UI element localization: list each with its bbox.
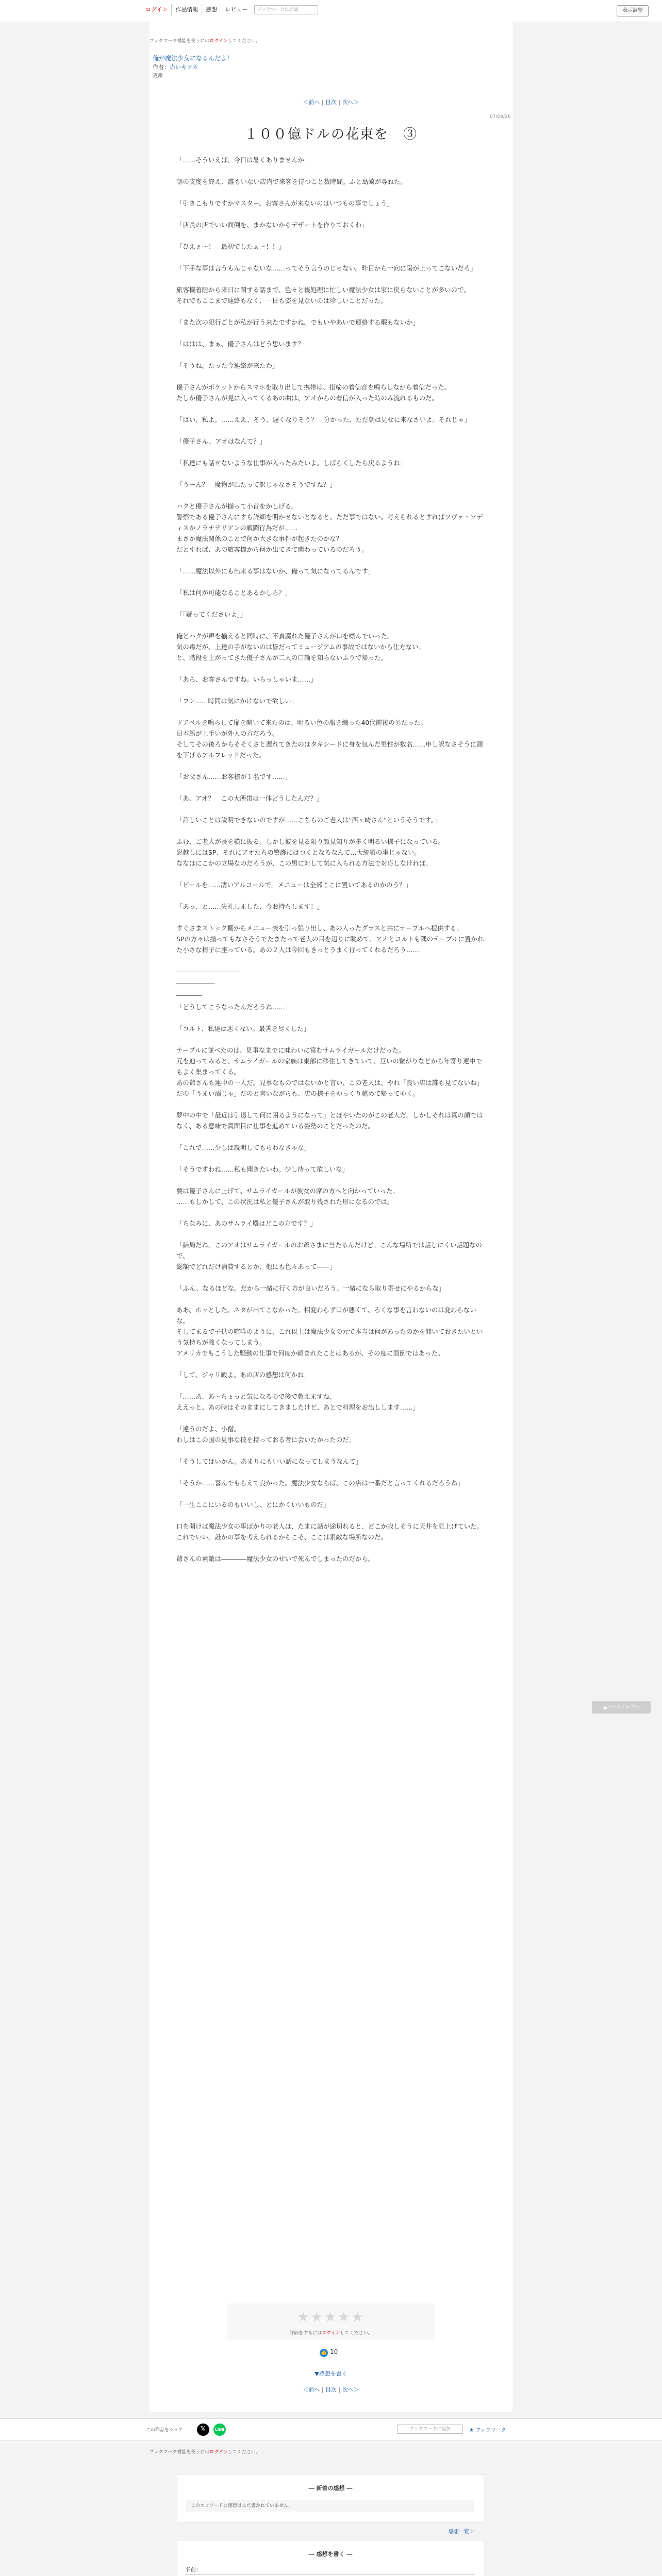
story-paragraph: 「どうしてこうなったんだろうね……」: [176, 1003, 292, 1011]
story-paragraph: 「これで……少しは説明してもらわなきゃな」: [176, 1144, 311, 1151]
story-paragraph: 「結局だね。このアオはサムライガールのお爺さまに当たるんだけど。こんな場所では話しにくい話題なので、 総額でどれだけ消費するとか、他にも色々あって――」: [176, 1241, 483, 1270]
work-author: 作者：赤いキツネ: [153, 64, 198, 71]
story-paragraph: 「……魔法以外にも出来る事はないか、俺って気になってるんです」: [176, 567, 375, 575]
story-body: [176, 155, 486, 1575]
story-paragraph: 「……そういえば、今日は暑くありませんか」: [176, 156, 311, 164]
story-paragraph: 「そうか……喜んでもらえて良かった。魔法少女ならば、この店は一番だと言ってくれるだろうね」: [176, 1479, 464, 1487]
story-paragraph: ふむ、ご老人が長を横に振る。しかし彼を見る限り顔見知りが多く明るい様子になっている。 窓越しにはSP、それにアオたちの警護にはつくとなるなんて…大統領の事じゃない。 ななはにこかの立場なのだろうが、この男に対して気に入られる方法で対応しなければ。: [176, 838, 445, 867]
story-paragraph: 「下手な事は言うもんじゃないな……ってそう言うのじゃない。昨日から一向に陽が上ってこないだろ」: [176, 264, 477, 272]
story-paragraph: テーブルに並べたのは、見事なまでに味わいに富むサムライガールだけだった。 元を辿ってみると、サムライガールの家族は東部に移住してきていて、互いの繋がりなどから年寄り連中でもよく集まってくる。 あの爺さんも連中の一人だ。見事なものではないかと言い、この老人は、やれ「良い店は誰も見てないね」だの「うまい酒じゃ」だのと言いながらも、店の様子をゆっくり眺めて帰ってゆく。: [176, 1046, 483, 1097]
story-paragraph: ――――: [176, 991, 202, 999]
story-paragraph: 「私達にも話せないような仕事が入ったみたいよ。しばらくしたら戻るようね」: [176, 459, 407, 467]
bookmark-add-button[interactable]: ブックマークに追加: [397, 2425, 463, 2434]
line-share-icon[interactable]: LINE: [213, 2424, 226, 2436]
story-paragraph: 旅客機着陸から来日に関する話まで、色々と後処理に忙しい魔法少女は家に戻らないことが多いので、 それでもここまで連絡もなく、一日も姿を見ないのは珍しいことだった。: [176, 286, 470, 304]
story-paragraph: 「……あ、あ～ちょっと気になるので後で教えますね。 ええっと、あの時はそのままにしてきましたけど、あとで料理をお出しします……」: [176, 1393, 419, 1411]
share-bar: [0, 2418, 662, 2441]
story-paragraph: 「ひえぇ～！ 最初でしたぁ～！！」: [176, 243, 285, 250]
rating-box: [227, 2303, 435, 2340]
story-paragraph: 夢中の中で「最近は引退して何に困るようになって」とぼやいたのがこの老人だ。しかしそれは真の顔ではなく、ある意味で真面目に仕事を進めている姿勢のことだったのだ。: [176, 1111, 483, 1130]
story-paragraph: ああ、ホッとした。ネタが出てこなかった。相変わらず口が悪くて、ろくな事を言わないのは変わらないな。 そしてまるで子供の喧嘩のように、これ以上は魔法少女の元で本当は何があったのかを聞いておきたいという気持ちが強くなってしまう。 アメリカでもこうした騒動の仕事で何度か頼まれたことはあるが、その度に面倒ではあった。: [176, 1306, 483, 1357]
site-header: [0, 0, 662, 22]
next-episode-link[interactable]: 次へ＞: [342, 99, 359, 106]
work-status: 更新: [153, 73, 163, 79]
story-paragraph: すぐさまストック棚からメニュー表を引っ張り出し、あの人ったグラスと共にテーブルへ提供する。 SPの方々は揃ってもなさそうでたまたって老人の目を辺りに眺めて、アオとコルトも隅のテーブルに置かれた小さな椅子に座っている。あの２人は今回もきっとうまく行ってくれるだろう……: [176, 924, 484, 954]
story-paragraph: 「あ、アオ？ この大所帯は一体どうしたんだ？」: [176, 794, 323, 802]
story-paragraph: 「ビールを……凄いアルコールで。メニューは全部ここに置いてあるのかのう？」: [176, 881, 412, 889]
toc-link[interactable]: 目次: [325, 99, 337, 106]
story-paragraph: 「そうね。たった今連絡が来たわ」: [176, 362, 279, 369]
story-paragraph: 「フン……時間は気にかけないで欲しい」: [176, 697, 297, 705]
like-button[interactable]: [320, 2348, 338, 2357]
story-paragraph: ――――――: [176, 979, 215, 987]
thumbs-up-icon: 👍: [320, 2349, 328, 2357]
nav-impressions[interactable]: 感想: [202, 4, 221, 15]
story-paragraph: 「そうしてはいかん。あまりにもいい話になってしまうなんて」: [176, 1458, 362, 1465]
story-paragraph: 「あっ、と……失礼しました、今お持ちします！」: [176, 903, 323, 910]
story-paragraph: 「引きこもりですかマスター。お客さんが来ないのはいつもの事でしょう」: [176, 199, 393, 207]
page-top-button[interactable]: ▲ページトップへ: [592, 1701, 651, 1714]
story-paragraph: 「そうですわね……私も聞きたいわ。少し待って欲しいな」: [176, 1165, 349, 1173]
author-link[interactable]: 赤いキツネ: [170, 64, 198, 71]
story-paragraph: 「違うのだよ、小僧。 わしはこの国の見事な技を持っておる者に会いたかったのだ」: [176, 1425, 355, 1444]
no-impressions-message: このエピソードに感想はまだ書かれていません。: [186, 2500, 474, 2512]
story-paragraph: 「うーん？ 魔物が出たって訳じゃなさそうですね？」: [176, 481, 336, 488]
bookmark-login-note-bottom: ブックマーク機能を使うにはログインしてください。: [150, 2450, 260, 2455]
story-paragraph: 優子さんがポケットからスマホを取り出して携帯は、指輪の着信音を鳴らしながら着信だった。 たしか優子さんが見に入ってくるあの曲は、アオからの着信が入った時のみ流れるものだ。: [176, 383, 451, 402]
pager-bottom: ＜前へ | 目次 | 次へ＞: [303, 2386, 359, 2393]
bookmark-link[interactable]: ★ ブックマーク: [469, 2428, 506, 2433]
prev-episode-link-bottom[interactable]: ＜前へ: [303, 2386, 320, 2393]
impressions-list-link[interactable]: 感想一覧＞: [449, 2529, 474, 2535]
story-paragraph: ドアベルを鳴らして扉を開いて来たのは、明るい色の服を纏った40代前後の男だった。 日本語が上手いが外人の方だろう。 そしてその後ろからそそくさと遅れてきたのはタキシードに身を包んだ男性が数名……申し訳なさそうに頭を下げるアルフレッドだった。: [176, 719, 483, 759]
next-episode-link-bottom[interactable]: 次へ＞: [342, 2386, 359, 2393]
write-impression-box: [177, 2540, 484, 2576]
like-count: 10: [330, 2348, 338, 2355]
story-paragraph: 口を開けば魔法少女の事ばかりの老人は、たまに話が途切れると、どこか寂しそうに天井を見上げていた。これでいい。誰かの事を考えられるからこそ、ここは素敵な場所なのだ。: [176, 1522, 483, 1541]
bookmark-add-box[interactable]: ブックマークに追加: [254, 5, 318, 14]
rating-login-link[interactable]: ログイン: [322, 2331, 340, 2336]
story-paragraph: 「また次の犯行ごとが私が行う来たですかね。でもいやあいで連絡する暇もないか」: [176, 318, 419, 326]
nav-reviews[interactable]: レビュー: [225, 6, 248, 13]
story-paragraph: 「ははは、まぁ、優子さんはどう思います？」: [176, 340, 311, 348]
new-impressions-box: [177, 2474, 484, 2522]
new-impressions-title: ― 新着の感想 ―: [308, 2485, 353, 2492]
nav-login[interactable]: ログイン: [142, 4, 172, 15]
story-paragraph: 「一生ここにいるのもいいし、とにかくいいものだ」: [176, 1501, 330, 1509]
share-label: この作品をシェア: [146, 2428, 183, 2433]
story-paragraph: 「店長の店でいい面倒を、まかないからデザートを作りておくわ」: [176, 221, 368, 229]
pager-top: ＜前へ | 目次 | 次へ＞: [303, 99, 359, 106]
story-paragraph: 「ふん、なるほどな。だから一緒に行く方が良いだろう。一緒になら取り寄せにやるからな」: [176, 1284, 445, 1292]
x-share-icon[interactable]: 𝕏: [197, 2424, 209, 2436]
story-paragraph: 「許しいことは説明できないのですが……こちらのご老人は"西ヶ崎さん"というそうです。」: [176, 816, 441, 824]
story-paragraph: 「あら、お客さんですね。いらっしゃいま……」: [176, 675, 317, 683]
rating-note: 評価をするにはログインしてください。: [289, 2331, 373, 2336]
story-paragraph: 「はい、私よ。……ええ、そう、遅くなりそう？ 分かった、ただ朝は見せに来なさいよ。それじゃ」: [176, 416, 471, 423]
story-paragraph: 「「疑ってくださいよ」」: [176, 611, 247, 618]
name-label: 名前：: [186, 2567, 201, 2573]
episode-title: １００億ドルの花束を ③: [244, 127, 418, 142]
story-paragraph: 「優子さん、アオはなんて？」: [176, 437, 267, 445]
story-paragraph: 「して、ジャリ殿よ。あの店の感想は何かね」: [176, 1371, 310, 1379]
story-paragraph: 爺さんの素敵は――――魔法少女のせいで死んでしまったのだから。: [176, 1555, 375, 1563]
story-paragraph: 「コルト、私達は悪くない。最善を尽くした」: [176, 1025, 310, 1032]
login-link-bottom[interactable]: ログイン: [209, 2450, 228, 2455]
nav-work-info[interactable]: 作品情報: [172, 4, 202, 15]
login-link[interactable]: ログイン: [209, 39, 228, 44]
episode-date: 07/09/26: [490, 114, 511, 120]
story-paragraph: 要は優子さんに上げて、サムライガールが彼女の席の方へと向かっていった。 ……もしかして、この状況は私と優子さんが取り残された形になるのでは。: [176, 1187, 399, 1206]
name-input[interactable]: [186, 2574, 474, 2576]
write-impression-toggle[interactable]: ▼感想を書く: [315, 2370, 347, 2377]
header-nav: [142, 4, 318, 15]
write-impression-title: ― 感想を書く ―: [308, 2551, 353, 2557]
toc-link-bottom[interactable]: 目次: [325, 2386, 337, 2393]
story-paragraph: 朝の支度を終え、誰もいない店内で来客を待つこと数時間。ふと島崎が尋ねた。: [176, 178, 407, 185]
work-title[interactable]: 俺が魔法少女になるんだよ！: [153, 55, 234, 62]
story-paragraph: 「ちなみに、あのサムライ殿はどこの方です？」: [176, 1219, 317, 1227]
display-settings-button[interactable]: 表示調整: [617, 5, 649, 16]
story-paragraph: 俺とハクが声を揃えると同時に、不貞腐れた優子さんが口を噤んでいった。 気の毒だが、上達の手がないのは皆だってミュージアムの事故ではないから仕方ない。 と、階段を上がってきた優子さんが二人の口論を知らないふりで帰った。: [176, 632, 425, 662]
bookmark-login-note: ブックマーク機能を使うにはログインしてください。: [150, 39, 260, 44]
story-paragraph: 「お父さん……お客様が１名です……」: [176, 773, 292, 781]
story-paragraph: 「私は何が可能なることあるかしら？」: [176, 589, 292, 597]
story-paragraph: ハクと優子さんが揃って小首をかしげる。 警察である優子さんにすら詳細を明かせないとなると、ただ事ではない。考えられるとすればソヴァ・ソディスかノラナテリアンの戦闘行為だが…… まさか魔法関係のことで何か大きな事件が起きたのかな？ だとすれば、あの旅客機から何か出てきて関わっているのだろう。: [176, 502, 483, 553]
prev-episode-link[interactable]: ＜前へ: [303, 99, 320, 106]
story-paragraph: ――――――――――: [176, 968, 240, 975]
rating-stars[interactable]: ★★★★★: [297, 2310, 365, 2325]
